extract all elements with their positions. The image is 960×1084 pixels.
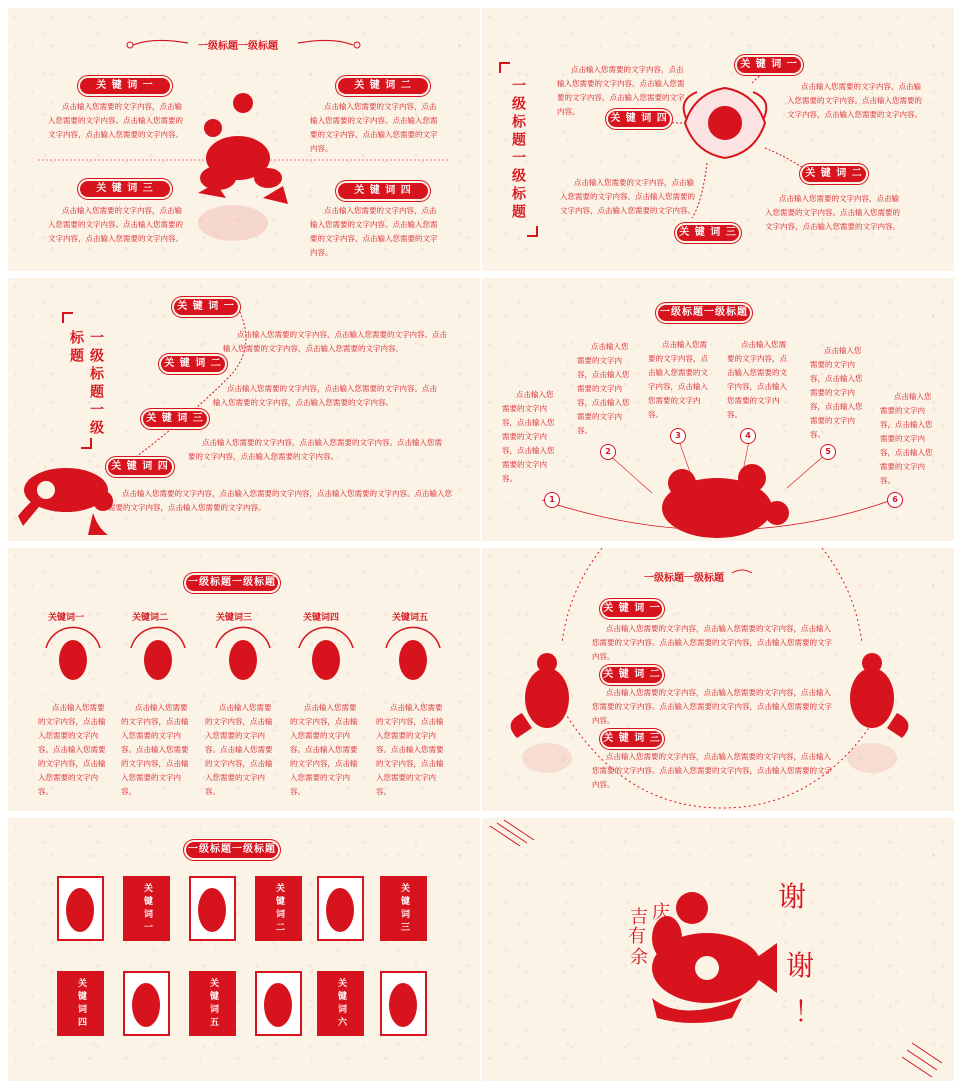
text-4: 点击输入您需要的文字内容，点击输入您需要的文字内容，点击输入您需要的文字内容。点击输入您需要的文字内容，点击输入您需要的文字内容。 xyxy=(108,489,452,512)
slide-6[interactable] xyxy=(482,548,954,811)
papercut-fish-peony xyxy=(662,464,789,538)
papercut-image-3 xyxy=(317,876,364,941)
slide-3-vtitle: 一级标题一级标题 xyxy=(68,330,104,438)
kw-3[interactable]: 关键词三 xyxy=(216,613,253,623)
thanks-char-3: ！ xyxy=(794,995,823,1028)
papercut-boy-fish xyxy=(198,93,288,204)
slide-1-title: 一级标题一级标题 xyxy=(198,41,278,52)
kw-1[interactable]: 关 键 词 一 xyxy=(602,601,662,617)
kw-2[interactable]: 关 键 词 二 xyxy=(802,166,866,182)
text-4: 点击输入您需要的文字内容，点击输入您需要的文字内容。点击输入您需要的文字内容，点击输入您需要的文字内容。 xyxy=(310,206,438,257)
kw-4[interactable]: 关 键 词 四 xyxy=(108,459,172,475)
text-1: 点击输入您需要的文字内容，点击输入您需要的文字内容，点击输入您需要的文字内容。 xyxy=(502,390,555,483)
kw-2[interactable]: 关键词二 xyxy=(132,613,169,623)
papercut-fish-lotus xyxy=(18,468,113,535)
papercut-image-1 xyxy=(57,876,104,941)
thanks-char-1: 谢 xyxy=(778,880,807,913)
slide-5-title: 一级标题一级标题 xyxy=(186,575,278,591)
text-3: 点击输入您需要的文字内容，点击输入您需要的文字内容。点击输入您需要的文字内容，点击输入您需要的文字内容。 xyxy=(205,703,273,796)
slide-4[interactable] xyxy=(482,278,954,541)
slide-7[interactable] xyxy=(8,818,480,1081)
text-5: 点击输入您需要的文字内容，点击输入您需要的文字内容。点击输入您需要的文字内容，点击输入您需要的文字内容。 xyxy=(376,703,444,796)
thanks-char-2: 谢 xyxy=(786,949,815,982)
tile-keyword-6[interactable]: 关键词六 xyxy=(317,971,364,1036)
kw-2[interactable]: 关 键 词 二 xyxy=(602,667,662,683)
kw-5[interactable]: 关键词五 xyxy=(392,613,429,623)
tile-keyword-1[interactable]: 关键词一 xyxy=(123,876,170,941)
text-1: 点击输入您需要的文字内容，点击输入您需要的文字内容，点击输入您需要的文字内容。点击输入您需要的文字内容，点击输入您需要的文字内容。 xyxy=(592,624,832,661)
slide-8[interactable] xyxy=(482,818,954,1081)
tile-keyword-3[interactable]: 关键词三 xyxy=(380,876,427,941)
papercut-right-fish xyxy=(850,653,908,738)
stamp-char-2: 庆 xyxy=(652,902,670,923)
text-4: 点击输入您需要的文字内容，点击输入您需要的文字内容，点击输入您需要的文字内容。 xyxy=(727,340,787,419)
stamp-char-3: 有 xyxy=(628,926,646,947)
kw-3[interactable]: 关 键 词 三 xyxy=(80,181,170,197)
text-6: 点击输入您需要的文字内容，点击输入您需要的文字内容，点击输入您需要的文字内容。 xyxy=(880,392,933,485)
slide-4-title: 一级标题一级标题 xyxy=(658,305,750,321)
kw-3[interactable]: 关 键 词 三 xyxy=(143,411,207,427)
papercut-medallion xyxy=(684,88,767,158)
papercut-image-4 xyxy=(123,971,170,1036)
kw-1[interactable]: 关 键 词 一 xyxy=(174,299,238,315)
text-3: 点击输入您需要的文字内容，点击输入您需要的文字内容。点击输入您需要的文字内容，点击输入您需要的文字内容。 xyxy=(188,438,442,461)
tile-keyword-4[interactable]: 关键词四 xyxy=(57,971,104,1036)
slide-1[interactable] xyxy=(8,8,480,271)
slide-2-vtitle: 一级标题一级标题 xyxy=(510,78,526,222)
text-3: 点击输入您需要的文字内容，点击输入您需要的文字内容。点击输入您需要的文字内容，点击输入您需要的文字内容。 xyxy=(48,206,183,243)
text-1: 点击输入您需要的文字内容，点击输入您需要的文字内容。点击输入您需要的文字内容，点击输入您需要的文字内容。 xyxy=(38,703,106,796)
text-2: 点击输入您需要的文字内容，点击输入您需要的文字内容。点击输入您需要的文字内容，点击输入您需要的文字内容。 xyxy=(213,384,437,407)
text-2: 点击输入您需要的文字内容，点击输入您需要的文字内容，点击输入您需要的文字内容。点击输入您需要的文字内容，点击输入您需要的文字内容。 xyxy=(592,688,832,725)
kw-1[interactable]: 关 键 词 一 xyxy=(80,78,170,94)
stamp-char-1: 吉 xyxy=(630,907,648,928)
kw-2[interactable]: 关 键 词 二 xyxy=(161,356,225,372)
kw-1[interactable]: 关键词一 xyxy=(48,613,85,623)
papercut-image-5 xyxy=(255,971,302,1036)
text-br: 点击输入您需要的文字内容，点击输入您需要的文字内容。点击输入您需要的文字内容，点击输入您需要的文字内容。 xyxy=(765,194,900,231)
kw-1[interactable]: 关 键 词 一 xyxy=(737,57,801,73)
papercut-image-2 xyxy=(189,876,236,941)
tile-keyword-5[interactable]: 关键词五 xyxy=(189,971,236,1036)
slide-7-title: 一级标题一级标题 xyxy=(186,842,278,858)
num-3: 3 xyxy=(670,428,686,444)
num-1: 1 xyxy=(544,492,560,508)
kw-4[interactable]: 关 键 词 四 xyxy=(338,183,428,199)
papercut-image-6 xyxy=(380,971,427,1036)
kw-3[interactable]: 关 键 词 三 xyxy=(602,731,662,747)
text-2: 点击输入您需要的文字内容，点击输入您需要的文字内容。点击输入您需要的文字内容，点击输入您需要的文字内容。 xyxy=(121,703,189,796)
slide-5[interactable] xyxy=(8,548,480,811)
num-6: 6 xyxy=(887,492,903,508)
text-3: 点击输入您需要的文字内容，点击输入您需要的文字内容，点击输入您需要的文字内容。点击输入您需要的文字内容，点击输入您需要的文字内容。 xyxy=(592,752,832,789)
kw-4[interactable]: 关键词四 xyxy=(303,613,340,623)
stamp-char-4: 余 xyxy=(630,947,648,968)
text-1: 点击输入您需要的文字内容，点击输入您需要的文字内容。点击输入您需要的文字内容，点击输入您需要的文字内容。 xyxy=(48,102,183,139)
num-4: 4 xyxy=(740,428,756,444)
papercut-left-fish xyxy=(511,653,569,738)
text-2: 点击输入您需要的文字内容，点击输入您需要的文字内容，点击输入您需要的文字内容。 xyxy=(577,342,630,435)
kw-4[interactable]: 关 键 词 四 xyxy=(608,111,670,127)
kw-2[interactable]: 关 键 词 二 xyxy=(338,78,428,94)
slide-2[interactable] xyxy=(482,8,954,271)
slide-8-ornament xyxy=(482,818,954,1081)
text-bl: 点击输入您需要的文字内容，点击输入您需要的文字内容。点击输入您需要的文字内容，点击输入您需要的文字内容。 xyxy=(560,178,695,215)
text-1: 点击输入您需要的文字内容，点击输入您需要的文字内容。点击输入您需要的文字内容，点击输入您需要的文字内容。 xyxy=(223,330,447,353)
text-3: 点击输入您需要的文字内容，点击输入您需要的文字内容，点击输入您需要的文字内容。 xyxy=(648,340,708,419)
text-tr: 点击输入您需要的文字内容，点击输入您需要的文字内容。点击输入您需要的文字内容，点击输入您需要的文字内容。 xyxy=(787,82,922,119)
slide-3[interactable] xyxy=(8,278,480,541)
text-tl: 点击输入您需要的文字内容，点击输入您需要的文字内容。点击输入您需要的文字内容，点击输入您需要的文字内容。 xyxy=(557,65,685,116)
num-5: 5 xyxy=(820,444,836,460)
slide-6-title: 一级标题一级标题 xyxy=(644,573,724,584)
num-2: 2 xyxy=(600,444,616,460)
papercut-boy-fish-large xyxy=(652,892,777,1023)
text-4: 点击输入您需要的文字内容，点击输入您需要的文字内容。点击输入您需要的文字内容，点击输入您需要的文字内容。 xyxy=(290,703,358,796)
kw-3[interactable]: 关 键 词 三 xyxy=(677,225,739,241)
tile-keyword-2[interactable]: 关键词二 xyxy=(255,876,302,941)
text-2: 点击输入您需要的文字内容，点击输入您需要的文字内容。点击输入您需要的文字内容，点击输入您需要的文字内容。 xyxy=(310,102,438,153)
text-5: 点击输入您需要的文字内容，点击输入您需要的文字内容，点击输入您需要的文字内容。 xyxy=(810,346,863,439)
